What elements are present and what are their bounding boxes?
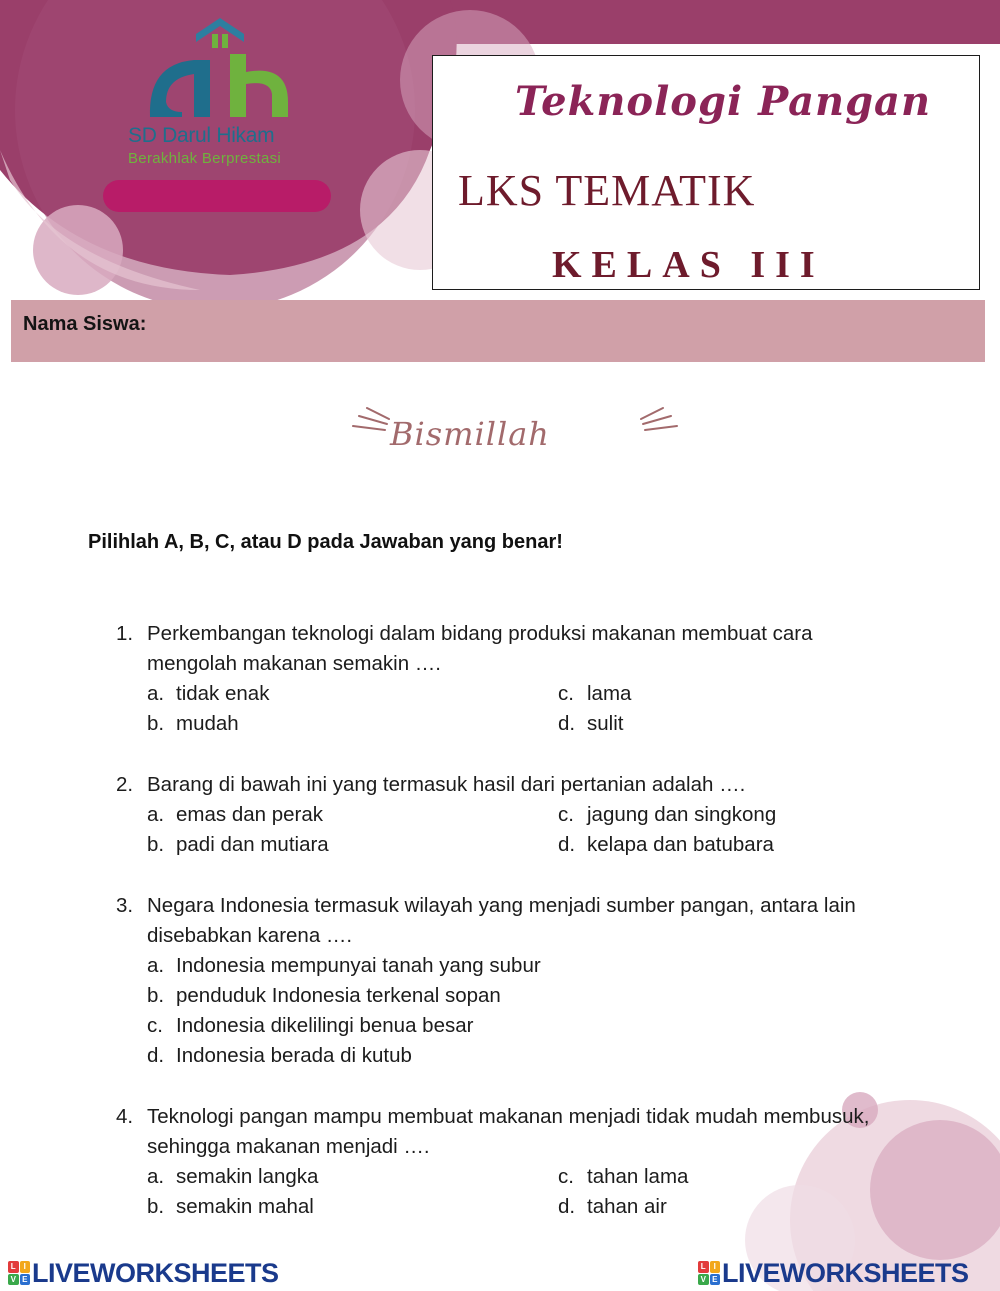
question-number: 2. — [116, 773, 134, 796]
logo-letter: I — [20, 1261, 31, 1273]
logo-letter: V — [698, 1274, 709, 1286]
option-label: d. — [558, 712, 576, 735]
logo-letter: E — [710, 1274, 721, 1286]
option-label: d. — [147, 1044, 165, 1067]
question-text: Teknologi pangan mampu membuat makanan menjadi tidak mudah membusuk, sehingga makanan menjadi …. — [147, 1105, 870, 1158]
option-text: padi dan mutiara — [176, 833, 329, 856]
brand-name: LIVEWORKSHEETS — [722, 1257, 969, 1288]
grade-label: KELAS III — [552, 244, 825, 286]
option-label: d. — [558, 833, 576, 856]
question-number: 3. — [116, 894, 134, 917]
question-number: 4. — [116, 1105, 134, 1128]
school-motto: Berakhlak Berprestasi — [128, 150, 282, 167]
question-text: Barang di bawah ini yang termasuk hasil dari pertanian adalah …. — [147, 773, 746, 796]
option-label: b. — [147, 1195, 165, 1218]
student-name-field[interactable] — [11, 300, 985, 362]
option-text: semakin mahal — [176, 1195, 314, 1218]
bismillah-text: Bismillah — [390, 415, 550, 453]
logo-letter: L — [8, 1261, 19, 1273]
option-label: d. — [558, 1195, 576, 1218]
question-1 — [116, 619, 906, 739]
option-label: c. — [147, 1014, 163, 1037]
option-text: tidak enak — [176, 682, 270, 705]
liveworksheets-logo-icon — [8, 1261, 30, 1285]
option-text: sulit — [587, 712, 624, 735]
option-text: Indonesia mempunyai tanah yang subur — [176, 954, 541, 977]
instruction-text: Pilihlah A, B, C, atau D pada Jawaban yang benar! — [88, 531, 563, 553]
question-2 — [116, 770, 906, 860]
logo-letter: I — [710, 1261, 721, 1273]
option-label: b. — [147, 833, 165, 856]
option-row — [147, 709, 906, 739]
option-row — [147, 679, 906, 709]
option-d[interactable] — [147, 1041, 906, 1071]
option-text: jagung dan singkong — [587, 803, 777, 826]
option-label: a. — [147, 954, 165, 977]
option-text: emas dan perak — [176, 803, 324, 826]
option-text: Indonesia dikelilingi benua besar — [176, 1014, 474, 1037]
option-row — [147, 830, 906, 860]
brand-name: LIVEWORKSHEETS — [32, 1257, 279, 1288]
question-number: 1. — [116, 622, 134, 645]
option-text: mudah — [176, 712, 239, 735]
option-text: tahan lama — [587, 1165, 689, 1188]
question-3 — [116, 891, 906, 1071]
question-text: Perkembangan teknologi dalam bidang produksi makanan membuat cara mengolah makanan semakin …. — [147, 622, 813, 675]
option-label: a. — [147, 803, 165, 826]
question-text: Negara Indonesia termasuk wilayah yang menjadi sumber pangan, antara lain disebabkan karena …. — [147, 894, 856, 947]
option-label: a. — [147, 1165, 165, 1188]
option-label: b. — [147, 712, 165, 735]
option-label: b. — [147, 984, 165, 1007]
logo-letter: L — [698, 1261, 709, 1273]
logo-ribbon — [103, 180, 331, 212]
option-c[interactable] — [147, 1011, 906, 1041]
school-logo-icon — [120, 12, 320, 132]
option-row — [147, 800, 906, 830]
worksheet-subtitle: LKS TEMATIK — [458, 166, 756, 215]
logo-letter: V — [8, 1274, 19, 1286]
option-b[interactable] — [147, 981, 906, 1011]
option-label: c. — [558, 682, 574, 705]
liveworksheets-logo-icon — [698, 1261, 720, 1285]
option-text: lama — [587, 682, 632, 705]
liveworksheets-brand-right[interactable] — [698, 1258, 969, 1288]
liveworksheets-brand-left[interactable] — [8, 1258, 279, 1288]
option-label: c. — [558, 803, 574, 826]
option-row — [147, 1192, 906, 1222]
logo-letter: E — [20, 1274, 31, 1286]
option-row — [147, 1162, 906, 1192]
option-a[interactable] — [147, 951, 906, 981]
option-label: a. — [147, 682, 165, 705]
option-text: penduduk Indonesia terkenal sopan — [176, 984, 501, 1007]
option-label: c. — [558, 1165, 574, 1188]
question-4 — [116, 1102, 906, 1222]
option-text: Indonesia berada di kutub — [176, 1044, 412, 1067]
option-text: semakin langka — [176, 1165, 319, 1188]
option-text: tahan air — [587, 1195, 667, 1218]
student-name-label: Nama Siswa: — [23, 313, 147, 335]
worksheet-title: Teknologi Pangan — [515, 78, 932, 125]
school-name: SD Darul Hikam — [128, 124, 275, 147]
option-text: kelapa dan batubara — [587, 833, 774, 856]
